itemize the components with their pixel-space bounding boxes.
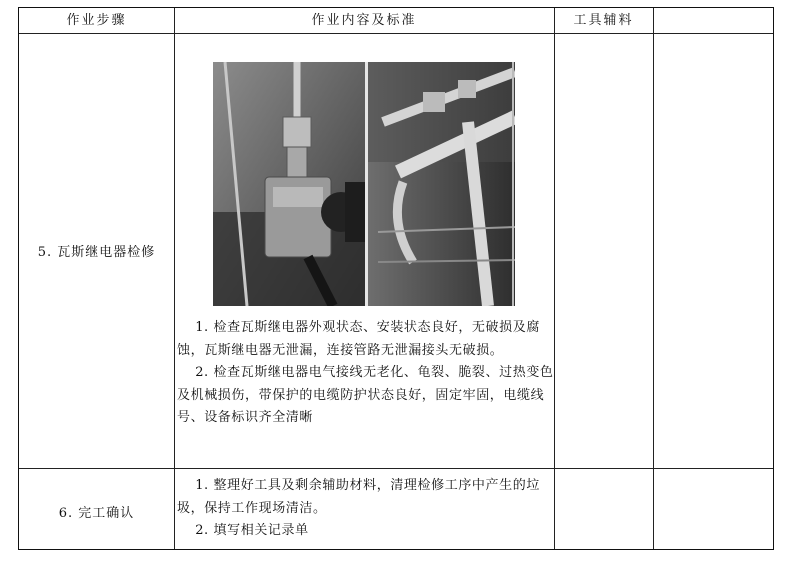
step-label: 6. 完工确认: [58, 506, 135, 521]
header-content: 作业内容及标准: [311, 13, 417, 28]
content-paragraph: 2. 填写相关记录单: [195, 523, 309, 538]
step-content: [177, 317, 555, 430]
step-label: 5. 瓦斯继电器检修: [37, 245, 156, 260]
header-extra: [653, 8, 773, 33]
content-paragraph: 1. 整理好工具及剩余辅助材料，清理检修工序中产生的垃圾，保持工作现场清洁。: [177, 478, 540, 516]
content-paragraph: 1. 检查瓦斯继电器外观状态、安装状态良好，无破损及腐蚀，瓦斯继电器无泄漏，连接管路无泄漏接头无破损。: [177, 320, 540, 358]
relay-photo: [213, 62, 515, 306]
content-paragraph: 2. 检查瓦斯继电器电气接线无老化、龟裂、脆裂、过热变色及机械损伤，带保护的电缆防护状态良好，固定牢固，电缆线号、设备标识齐全清晰: [177, 365, 554, 425]
header-divider: [19, 33, 773, 34]
procedure-table: [18, 7, 774, 550]
header-step: 作业步骤: [66, 13, 127, 28]
header-tools: 工具辅料: [573, 13, 634, 28]
step-content: [177, 475, 555, 543]
row-divider: [19, 468, 773, 469]
